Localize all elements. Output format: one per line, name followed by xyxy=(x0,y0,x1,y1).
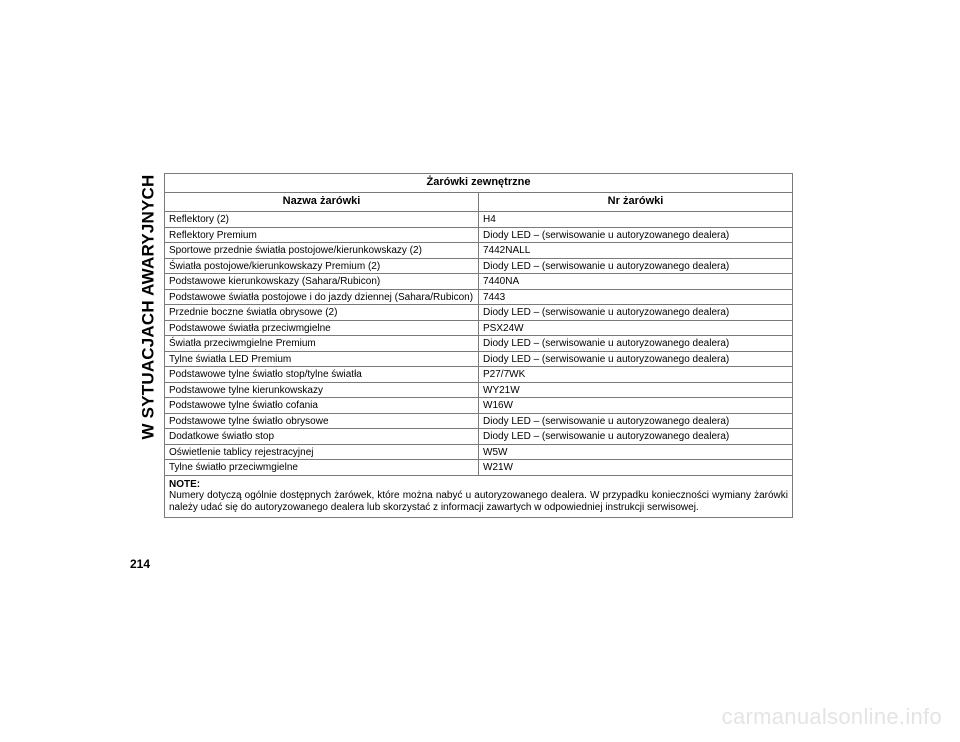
bulb-name-cell: Tylne światło przeciwmgielne xyxy=(165,460,479,476)
bulb-name-cell: Podstawowe światła przeciwmgielne xyxy=(165,320,479,336)
table-row xyxy=(165,227,793,243)
exterior-bulbs-table xyxy=(164,173,793,518)
bulb-number-cell: Diody LED – (serwisowanie u autoryzowanego dealera) xyxy=(479,351,793,367)
bulb-name-cell: Podstawowe tylne światło cofania xyxy=(165,398,479,414)
table-row xyxy=(165,444,793,460)
page-number: 214 xyxy=(130,557,151,571)
table-caption-row xyxy=(165,174,793,193)
note-label: NOTE: xyxy=(169,478,201,490)
note-row xyxy=(165,475,793,518)
watermark-text: carmanualsonline.info xyxy=(721,704,942,729)
table-row xyxy=(165,212,793,228)
table-row xyxy=(165,460,793,476)
bulb-number-cell: Diody LED – (serwisowanie u autoryzowanego dealera) xyxy=(479,413,793,429)
table-row xyxy=(165,258,793,274)
note-text: Numery dotyczą ogólnie dostępnych żarówek, które można nabyć u autoryzowanego dealera. W przypadku konieczności wymiany żarówki należy udać się do autoryzowanego dealera lub skorzystać z informacji zawartych w odpowiedniej instrukcji serwisowej. xyxy=(169,490,788,513)
bulb-number-cell: P27/7WK xyxy=(479,367,793,383)
table-row xyxy=(165,305,793,321)
bulb-name-cell: Światła przeciwmgielne Premium xyxy=(165,336,479,352)
bulb-number-cell: Diody LED – (serwisowanie u autoryzowanego dealera) xyxy=(479,305,793,321)
bulb-number-cell: W5W xyxy=(479,444,793,460)
table-row xyxy=(165,413,793,429)
bulb-name-cell: Oświetlenie tablicy rejestracyjnej xyxy=(165,444,479,460)
column-header-bulb-number: Nr żarówki xyxy=(479,192,793,212)
table-header-row xyxy=(165,192,793,212)
bulb-name-cell: Reflektory (2) xyxy=(165,212,479,228)
table-row xyxy=(165,382,793,398)
bulb-name-cell: Sportowe przednie światła postojowe/kierunkowskazy (2) xyxy=(165,243,479,259)
table-row xyxy=(165,398,793,414)
table-row xyxy=(165,336,793,352)
bulb-name-cell: Podstawowe tylne światło stop/tylne światła xyxy=(165,367,479,383)
table-row xyxy=(165,320,793,336)
column-header-bulb-name: Nazwa żarówki xyxy=(165,192,479,212)
table-row xyxy=(165,429,793,445)
bulb-name-cell: Tylne światła LED Premium xyxy=(165,351,479,367)
bulb-number-cell: 7442NALL xyxy=(479,243,793,259)
bulb-number-cell: H4 xyxy=(479,212,793,228)
section-side-title xyxy=(134,172,162,442)
bulb-name-cell: Podstawowe tylne światło obrysowe xyxy=(165,413,479,429)
bulb-number-cell: 7443 xyxy=(479,289,793,305)
table-caption: Żarówki zewnętrzne xyxy=(165,174,793,193)
table-row xyxy=(165,367,793,383)
bulb-name-cell: Przednie boczne światła obrysowe (2) xyxy=(165,305,479,321)
bulb-name-cell: Podstawowe kierunkowskazy (Sahara/Rubicon) xyxy=(165,274,479,290)
bulb-number-cell: Diody LED – (serwisowanie u autoryzowanego dealera) xyxy=(479,336,793,352)
table-row xyxy=(165,243,793,259)
note-cell xyxy=(165,475,793,518)
table-row xyxy=(165,289,793,305)
bulb-name-cell: Reflektory Premium xyxy=(165,227,479,243)
bulb-name-cell: Światła postojowe/kierunkowskazy Premium (2) xyxy=(165,258,479,274)
bulb-number-cell: Diody LED – (serwisowanie u autoryzowanego dealera) xyxy=(479,227,793,243)
bulb-number-cell: Diody LED – (serwisowanie u autoryzowanego dealera) xyxy=(479,429,793,445)
bulb-number-cell: W21W xyxy=(479,460,793,476)
bulb-number-cell: 7440NA xyxy=(479,274,793,290)
section-side-title-text: W SYTUACJACH AWARYJNYCH xyxy=(138,174,158,440)
bulb-number-cell: W16W xyxy=(479,398,793,414)
table-row xyxy=(165,274,793,290)
bulb-name-cell: Dodatkowe światło stop xyxy=(165,429,479,445)
table-row xyxy=(165,351,793,367)
bulb-name-cell: Podstawowe światła postojowe i do jazdy dziennej (Sahara/Rubicon) xyxy=(165,289,479,305)
bulb-number-cell: WY21W xyxy=(479,382,793,398)
bulb-number-cell: Diody LED – (serwisowanie u autoryzowanego dealera) xyxy=(479,258,793,274)
bulb-name-cell: Podstawowe tylne kierunkowskazy xyxy=(165,382,479,398)
bulb-number-cell: PSX24W xyxy=(479,320,793,336)
table-body xyxy=(165,212,793,476)
